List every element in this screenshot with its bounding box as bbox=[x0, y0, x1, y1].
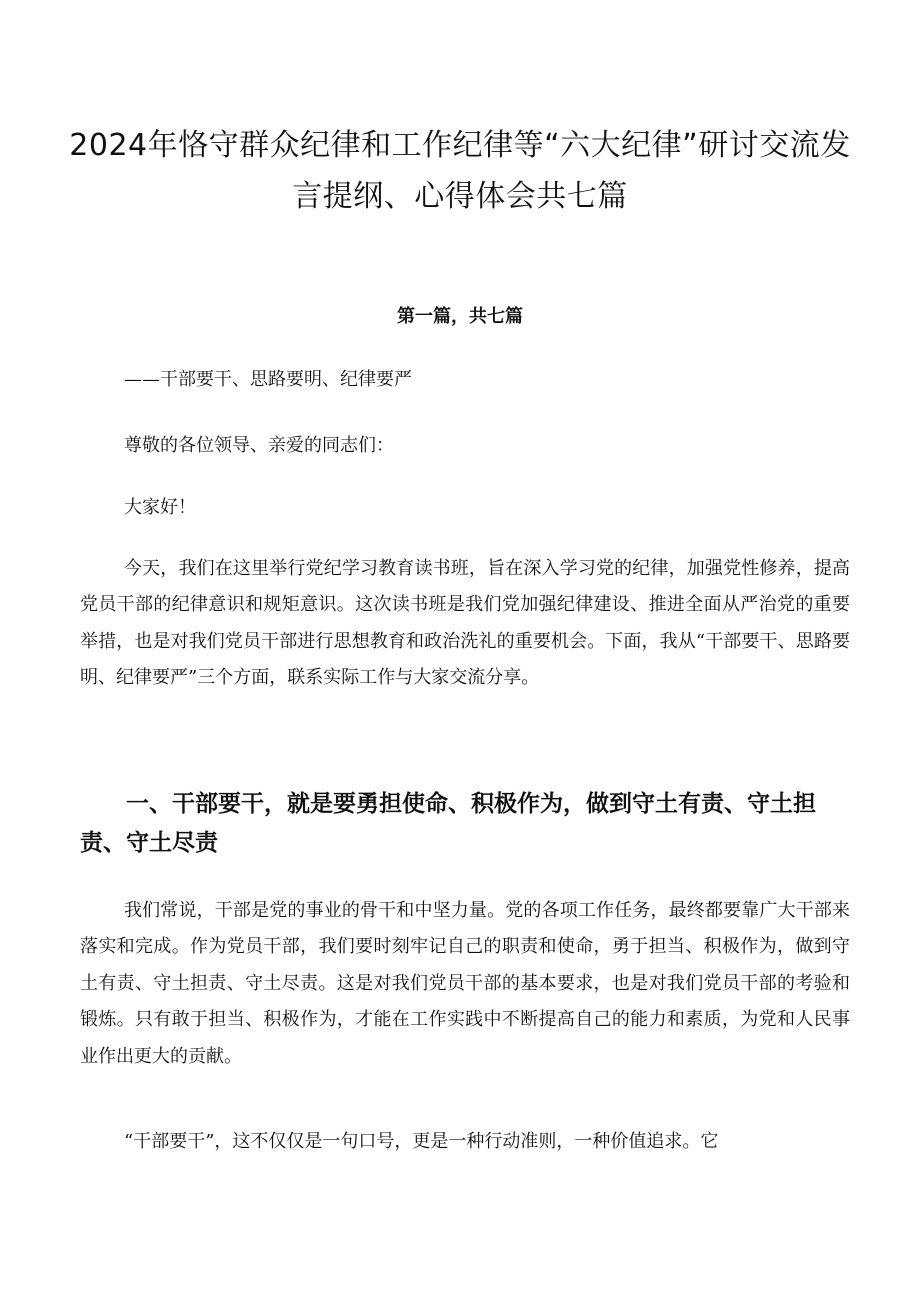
intro-paragraph: 今天，我们在这里举行党纪学习教育读书班，旨在深入学习党的纪律，加强党性修养，提高党员干部的纪律意识和规矩意识。这次读书班是我们党加强纪律建设、推进全面从严治党的重要举措，也是对我们党员干部进行思想教育和政治洗礼的重要机会。下面，我从“干部要干、思路要明、纪律要严”三个方面，联系实际工作与大家交流分享。 bbox=[80, 558, 850, 689]
body-paragraph: 我们常说，干部是党的事业的骨干和中坚力量。党的各项工作任务，最终都要靠广大干部来落实和完成。作为党员干部，我们要时刻牢记自己的职责和使命，勇于担当、积极作为，做到守土有责、守土担责、守土尽责。这是对我们党员干部的基本要求，也是对我们党员干部的考验和锻炼。只有敢于担当、积极作为，才能在工作实践中不断提高自己的能力和素质，为党和人民事业作出更大的贡献。 bbox=[80, 900, 850, 1067]
greeting: 大家好！ bbox=[124, 497, 196, 518]
salutation: 尊敬的各位领导、亲爱的同志们： bbox=[124, 435, 394, 456]
part-one-heading: 一、干部要干，就是要勇担使命、积极作为，做到守土有责、守土担责、守土尽责 bbox=[80, 791, 816, 856]
document-title: 2024年恪守群众纪律和工作纪律等“六大纪律”研讨交流发言提纲、心得体会共七篇 bbox=[69, 128, 851, 214]
section-heading: 第一篇，共七篇 bbox=[397, 306, 523, 327]
subtitle: ——干部要干、思路要明、纪律要严 bbox=[124, 369, 412, 390]
body-paragraph-continued: “干部要干”，这不仅仅是一句口号，更是一种行动准则，一种价值追求。它 bbox=[124, 1131, 719, 1152]
